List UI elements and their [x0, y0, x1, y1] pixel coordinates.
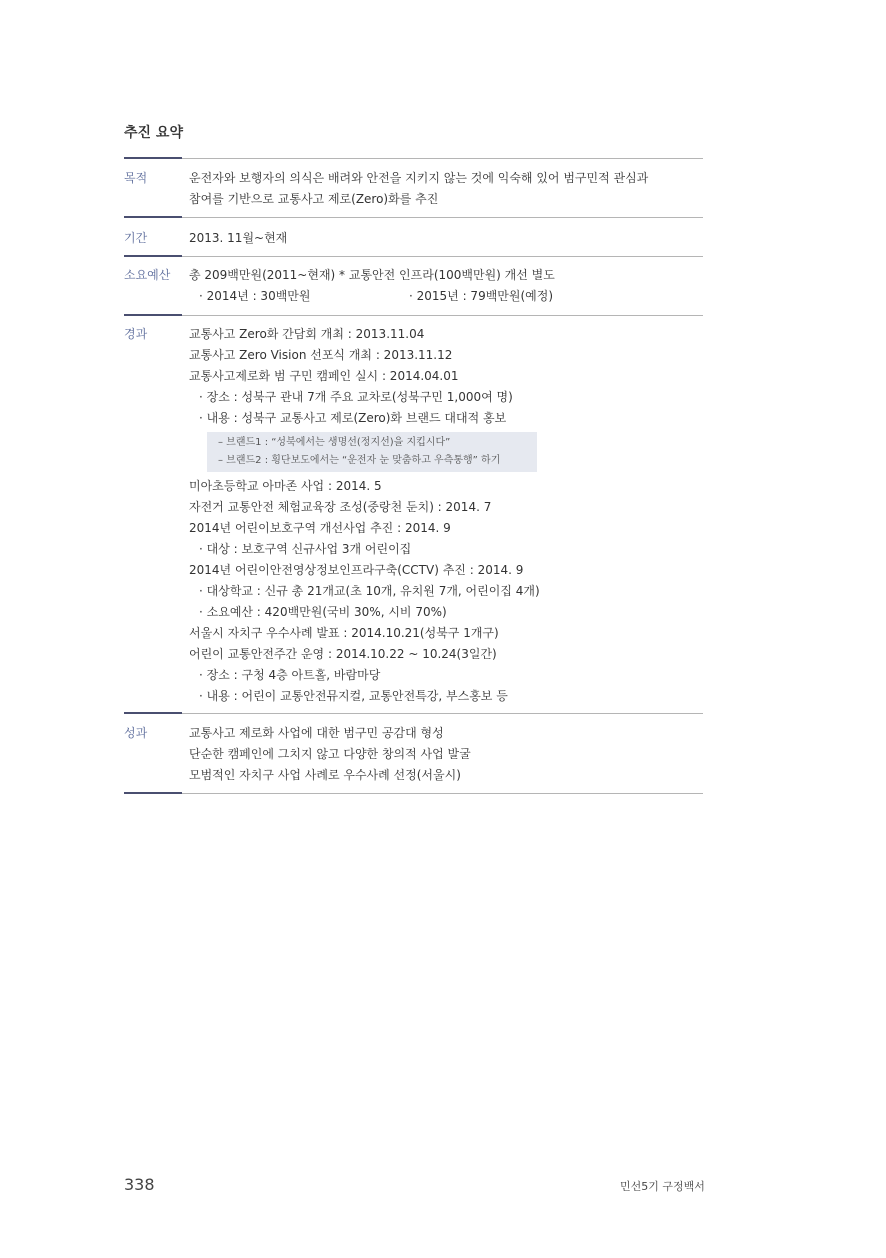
progress-line: 어린이 교통안전주간 운영 : 2014.10.22 ~ 10.24(3일간): [189, 647, 497, 661]
row-label-budget: 소요예산: [124, 268, 171, 282]
row-label-purpose: 목적: [124, 171, 148, 185]
divider: [124, 158, 703, 159]
period-line-1: 2013. 11월~현재: [189, 231, 288, 245]
book-title: 민선5기 구정백서: [620, 1180, 705, 1193]
progress-subline: · 대상 : 보호구역 신규사업 3개 어린이집: [199, 542, 412, 556]
progress-subline: · 장소 : 구청 4층 아트홀, 바람마당: [199, 668, 381, 682]
result-line: 모범적인 자치구 사업 사례로 우수사례 선정(서울시): [189, 768, 461, 782]
divider: [124, 315, 703, 316]
purpose-line-2: 참여를 기반으로 교통사고 제로(Zero)화를 추진: [189, 192, 439, 206]
progress-line: 2014년 어린이보호구역 개선사업 추진 : 2014. 9: [189, 521, 451, 535]
divider: [124, 217, 703, 218]
row-label-progress: 경과: [124, 327, 148, 341]
progress-line: 교통사고 Zero화 간담회 개최 : 2013.11.04: [189, 327, 425, 341]
progress-line: 미아초등학교 아마존 사업 : 2014. 5: [189, 479, 382, 493]
result-line: 단순한 캠페인에 그치지 않고 다양한 창의적 사업 발굴: [189, 747, 471, 761]
divider: [124, 793, 703, 794]
divider: [124, 713, 703, 714]
progress-subline: · 내용 : 어린이 교통안전뮤지컬, 교통안전특강, 부스홍보 등: [199, 689, 508, 703]
progress-line: 자전거 교통안전 체험교육장 조성(중랑천 둔치) : 2014. 7: [189, 500, 492, 514]
purpose-line-1: 운전자와 보행자의 의식은 배려와 안전을 지키지 않는 것에 익숙해 있어 범구민적 관심과: [189, 171, 649, 185]
divider: [124, 256, 703, 257]
progress-line: 서울시 자치구 우수사례 발표 : 2014.10.21(성북구 1개구): [189, 626, 499, 640]
progress-subline: · 대상학교 : 신규 총 21개교(초 10개, 유치원 7개, 어린이집 4개): [199, 584, 540, 598]
page-number: 338: [124, 1175, 155, 1194]
result-line: 교통사고 제로화 사업에 대한 범구민 공감대 형성: [189, 726, 444, 740]
progress-line: 2014년 어린이안전영상정보인프라구축(CCTV) 추진 : 2014. 9: [189, 563, 524, 577]
budget-sub-2014: · 2014년 : 30백만원: [199, 289, 311, 303]
row-label-result: 성과: [124, 726, 148, 740]
progress-subline: · 장소 : 성북구 관내 7개 주요 교차로(성북구민 1,000여 명): [199, 390, 513, 404]
progress-line: 교통사고 Zero Vision 선포식 개최 : 2013.11.12: [189, 348, 453, 362]
progress-subline: · 내용 : 성북구 교통사고 제로(Zero)화 브랜드 대대적 홍보: [199, 411, 507, 425]
brand-note-2: – 브랜드2 : 횡단보도에서는 “운전자 눈 맞춤하고 우측통행” 하기: [218, 455, 501, 466]
row-label-period: 기간: [124, 231, 148, 245]
budget-line-1: 총 209백만원(2011~현재) * 교통안전 인프라(100백만원) 개선 별도: [189, 268, 555, 282]
brand-note-1: – 브랜드1 : “성북에서는 생명선(정지선)을 지킵시다”: [218, 437, 451, 448]
progress-subline: · 소요예산 : 420백만원(국비 30%, 시비 70%): [199, 605, 447, 619]
section-title: 추진 요약: [124, 125, 183, 141]
progress-line: 교통사고제로화 범 구민 캠페인 실시 : 2014.04.01: [189, 369, 459, 383]
budget-sub-2015: · 2015년 : 79백만원(예정): [409, 289, 554, 303]
